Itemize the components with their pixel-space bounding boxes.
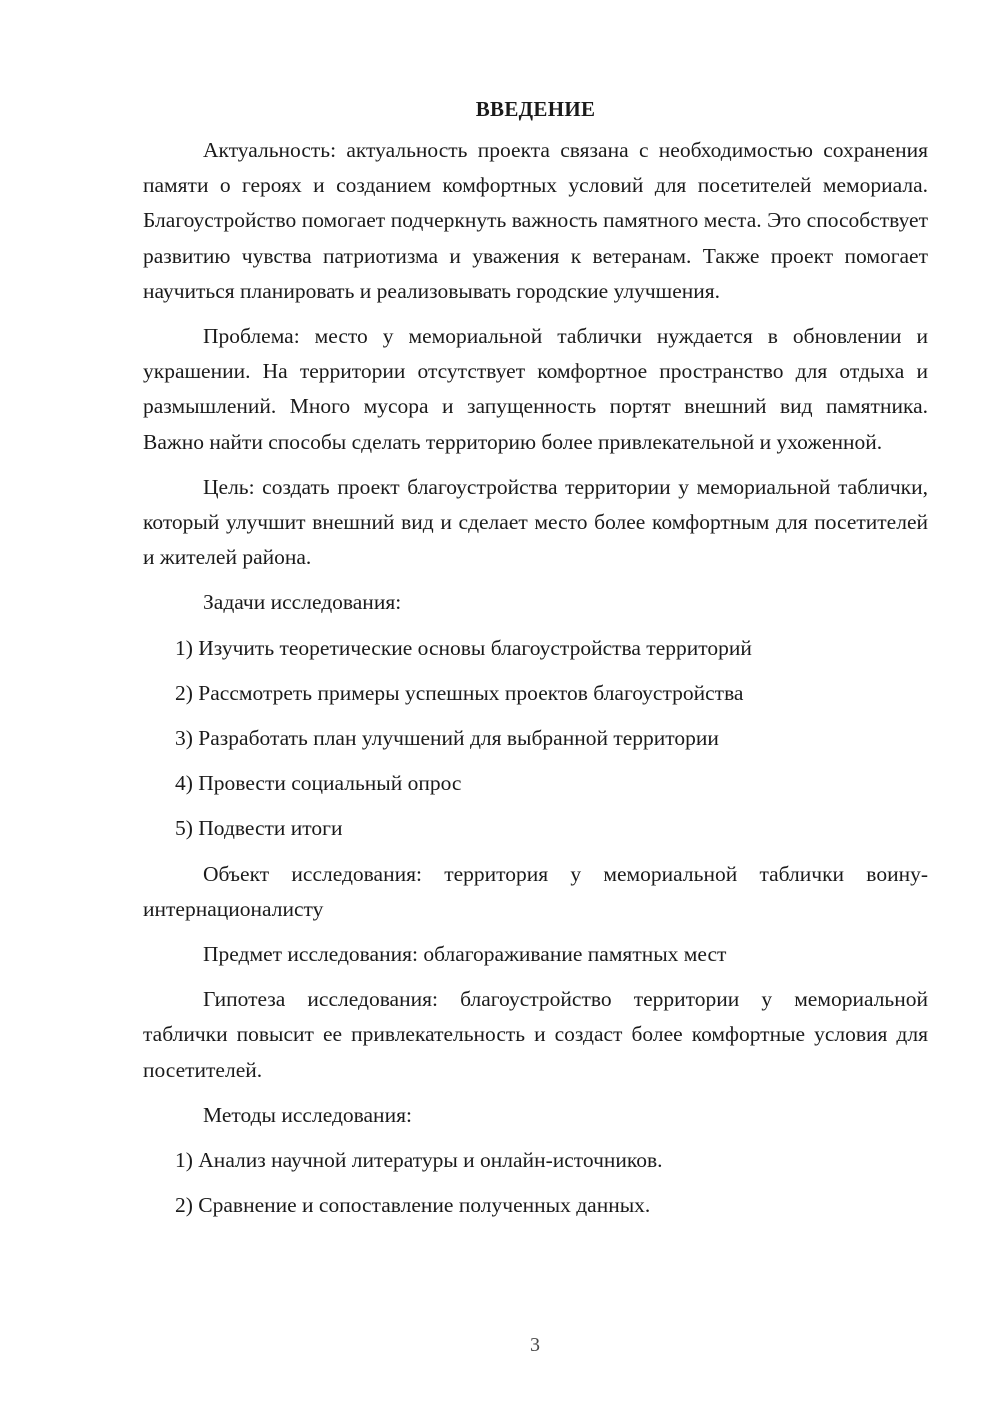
list-item: 1) Изучить теоретические основы благоустройства территорий	[175, 635, 752, 660]
goal-paragraph: Цель: создать проект благоустройства территории у мемориальной таблички, который улучшит внешний вид и сделает место более комфортным для посетителей и жителей района.	[143, 474, 928, 570]
list-item: 3) Разработать план улучшений для выбранной территории	[175, 726, 719, 751]
relevance-paragraph: Актуальность: актуальность проекта связана с необходимостью сохранения памяти о героях и созданием комфортных условий для посетителей мемориала. Благоустройство помогает подчеркнуть важность памятного места. Это способствует развитию чувства патриотизма и уважения к ветеранам. Также проект помогает научиться планировать и реализовывать городские улучшения.	[143, 138, 928, 303]
tasks-list	[143, 631, 928, 847]
list-item: 1) Анализ научной литературы и онлайн-источников.	[175, 1148, 663, 1173]
methods-heading: Методы исследования:	[203, 1102, 412, 1127]
list-item: 4) Провести социальный опрос	[175, 771, 462, 796]
hypothesis-paragraph: Гипотеза исследования: благоустройство территории у мемориальной таблички повысит ее привлекательность и создаст более комфортные условия для посетителей.	[143, 987, 928, 1082]
list-item: 5) Подвести итоги	[175, 816, 343, 841]
page-number: 3	[530, 1334, 540, 1356]
object-paragraph: Объект исследования: территория у мемориальной таблички воину-интернационалисту	[143, 861, 928, 921]
methods-list	[143, 1143, 928, 1223]
problem-paragraph: Проблема: место у мемориальной таблички нуждается в обновлении и украшении. На территории отсутствует комфортное пространство для отдыха и размышлений. Много мусора и запущенность портят внешний вид памятника. Важно найти способы сделать территорию более привлекательной и ухоженной.	[143, 324, 928, 454]
list-item: 2) Сравнение и сопоставление полученных данных.	[175, 1193, 651, 1218]
document-page	[143, 92, 928, 1233]
list-item: 2) Рассмотреть примеры успешных проектов благоустройства	[175, 680, 744, 705]
page-title: ВВЕДЕНИЕ	[475, 97, 596, 121]
subject-paragraph: Предмет исследования: облагораживание памятных мест	[203, 942, 727, 967]
tasks-heading: Задачи исследования:	[203, 590, 402, 615]
